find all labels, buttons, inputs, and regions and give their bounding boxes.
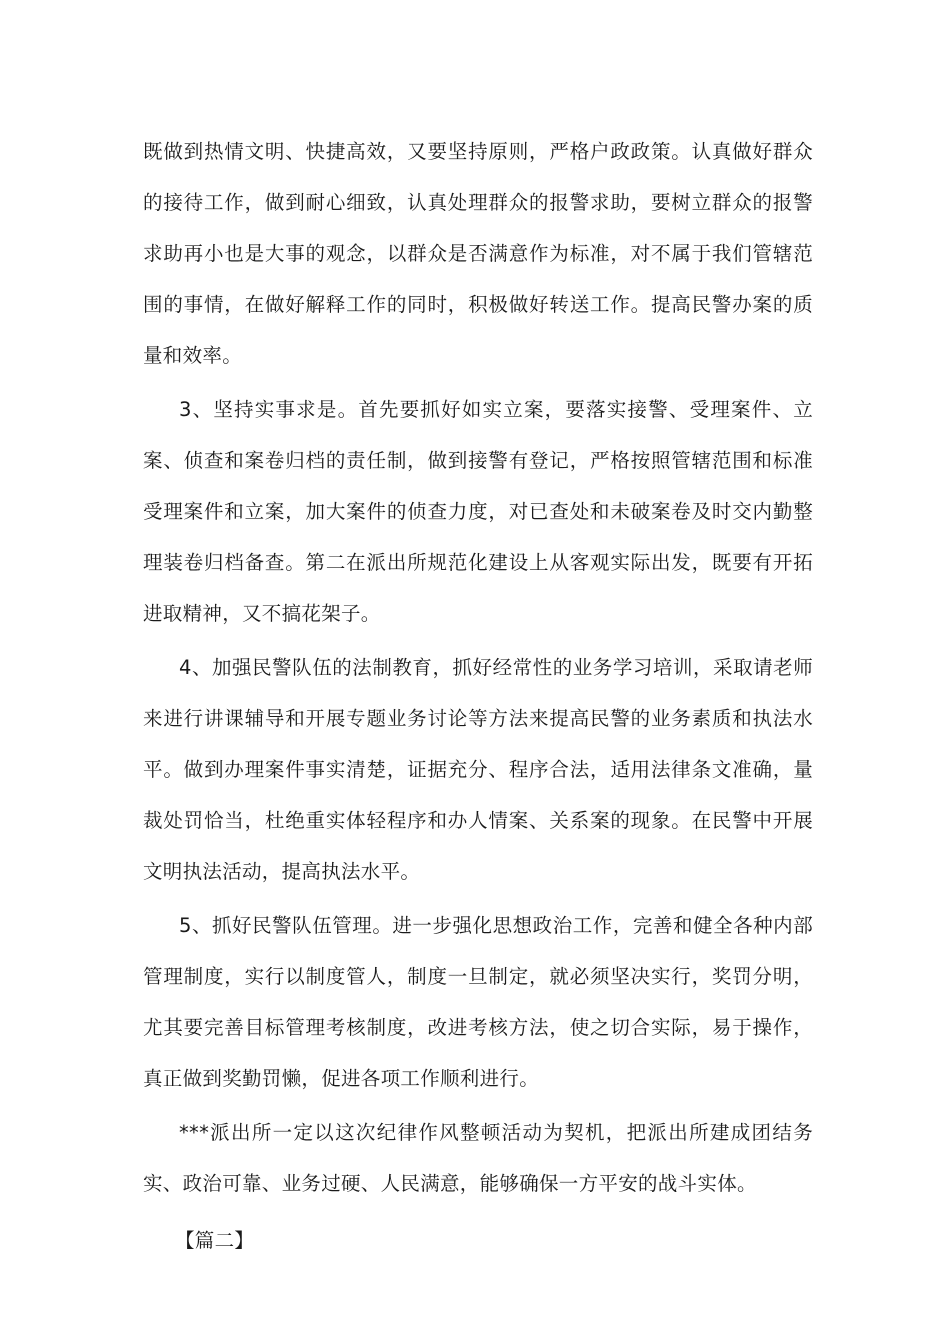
document-page [143, 126, 813, 1269]
paragraph-continuation: 既做到热情文明、快捷高效，又要坚持原则，严格户政政策。认真做好群众的接待工作，做到耐心细致，认真处理群众的报警求助，要树立群众的报警求助再小也是大事的观念，以群众是否满意作为标准，对不属于我们管辖范围的事情，在做好解释工作的同时，积极做好转送工作。提高民警办案的质量和效率。 [143, 140, 813, 367]
paragraph-item-4: 4、加强民警队伍的法制教育，抓好经常性的业务学习培训，采取请老师来进行讲课辅导和开展专题业务讨论等方法来提高民警的业务素质和执法水平。做到办理案件事实清楚，证据充分、程序合法，适用法律条文准确，量裁处罚恰当，杜绝重实体轻程序和办人情案、关系案的现象。在民警中开展文明执法活动，提高执法水平。 [143, 656, 813, 883]
section-heading: 【篇二】 [175, 1229, 255, 1252]
paragraph-item-5: 5、抓好民警队伍管理。进一步强化思想政治工作，完善和健全各种内部管理制度，实行以制度管人，制度一旦制定，就必须坚决实行，奖罚分明，尤其要完善目标管理考核制度，改进考核方法，使之切合实际，易于操作，真正做到奖勤罚懒，促进各项工作顺利进行。 [143, 914, 813, 1090]
paragraph-conclusion: ***派出所一定以这次纪律作风整顿活动为契机，把派出所建成团结务实、政治可靠、业务过硬、人民满意，能够确保一方平安的战斗实体。 [143, 1121, 813, 1195]
paragraph-item-3: 3、坚持实事求是。首先要抓好如实立案，要落实接警、受理案件、立案、侦查和案卷归档的责任制，做到接警有登记，严格按照管辖范围和标准受理案件和立案，加大案件的侦查力度，对已查处和未破案卷及时交内勤整理装卷归档备查。第二在派出所规范化建设上从客观实际出发，既要有开拓进取精神，又不搞花架子。 [143, 398, 813, 625]
